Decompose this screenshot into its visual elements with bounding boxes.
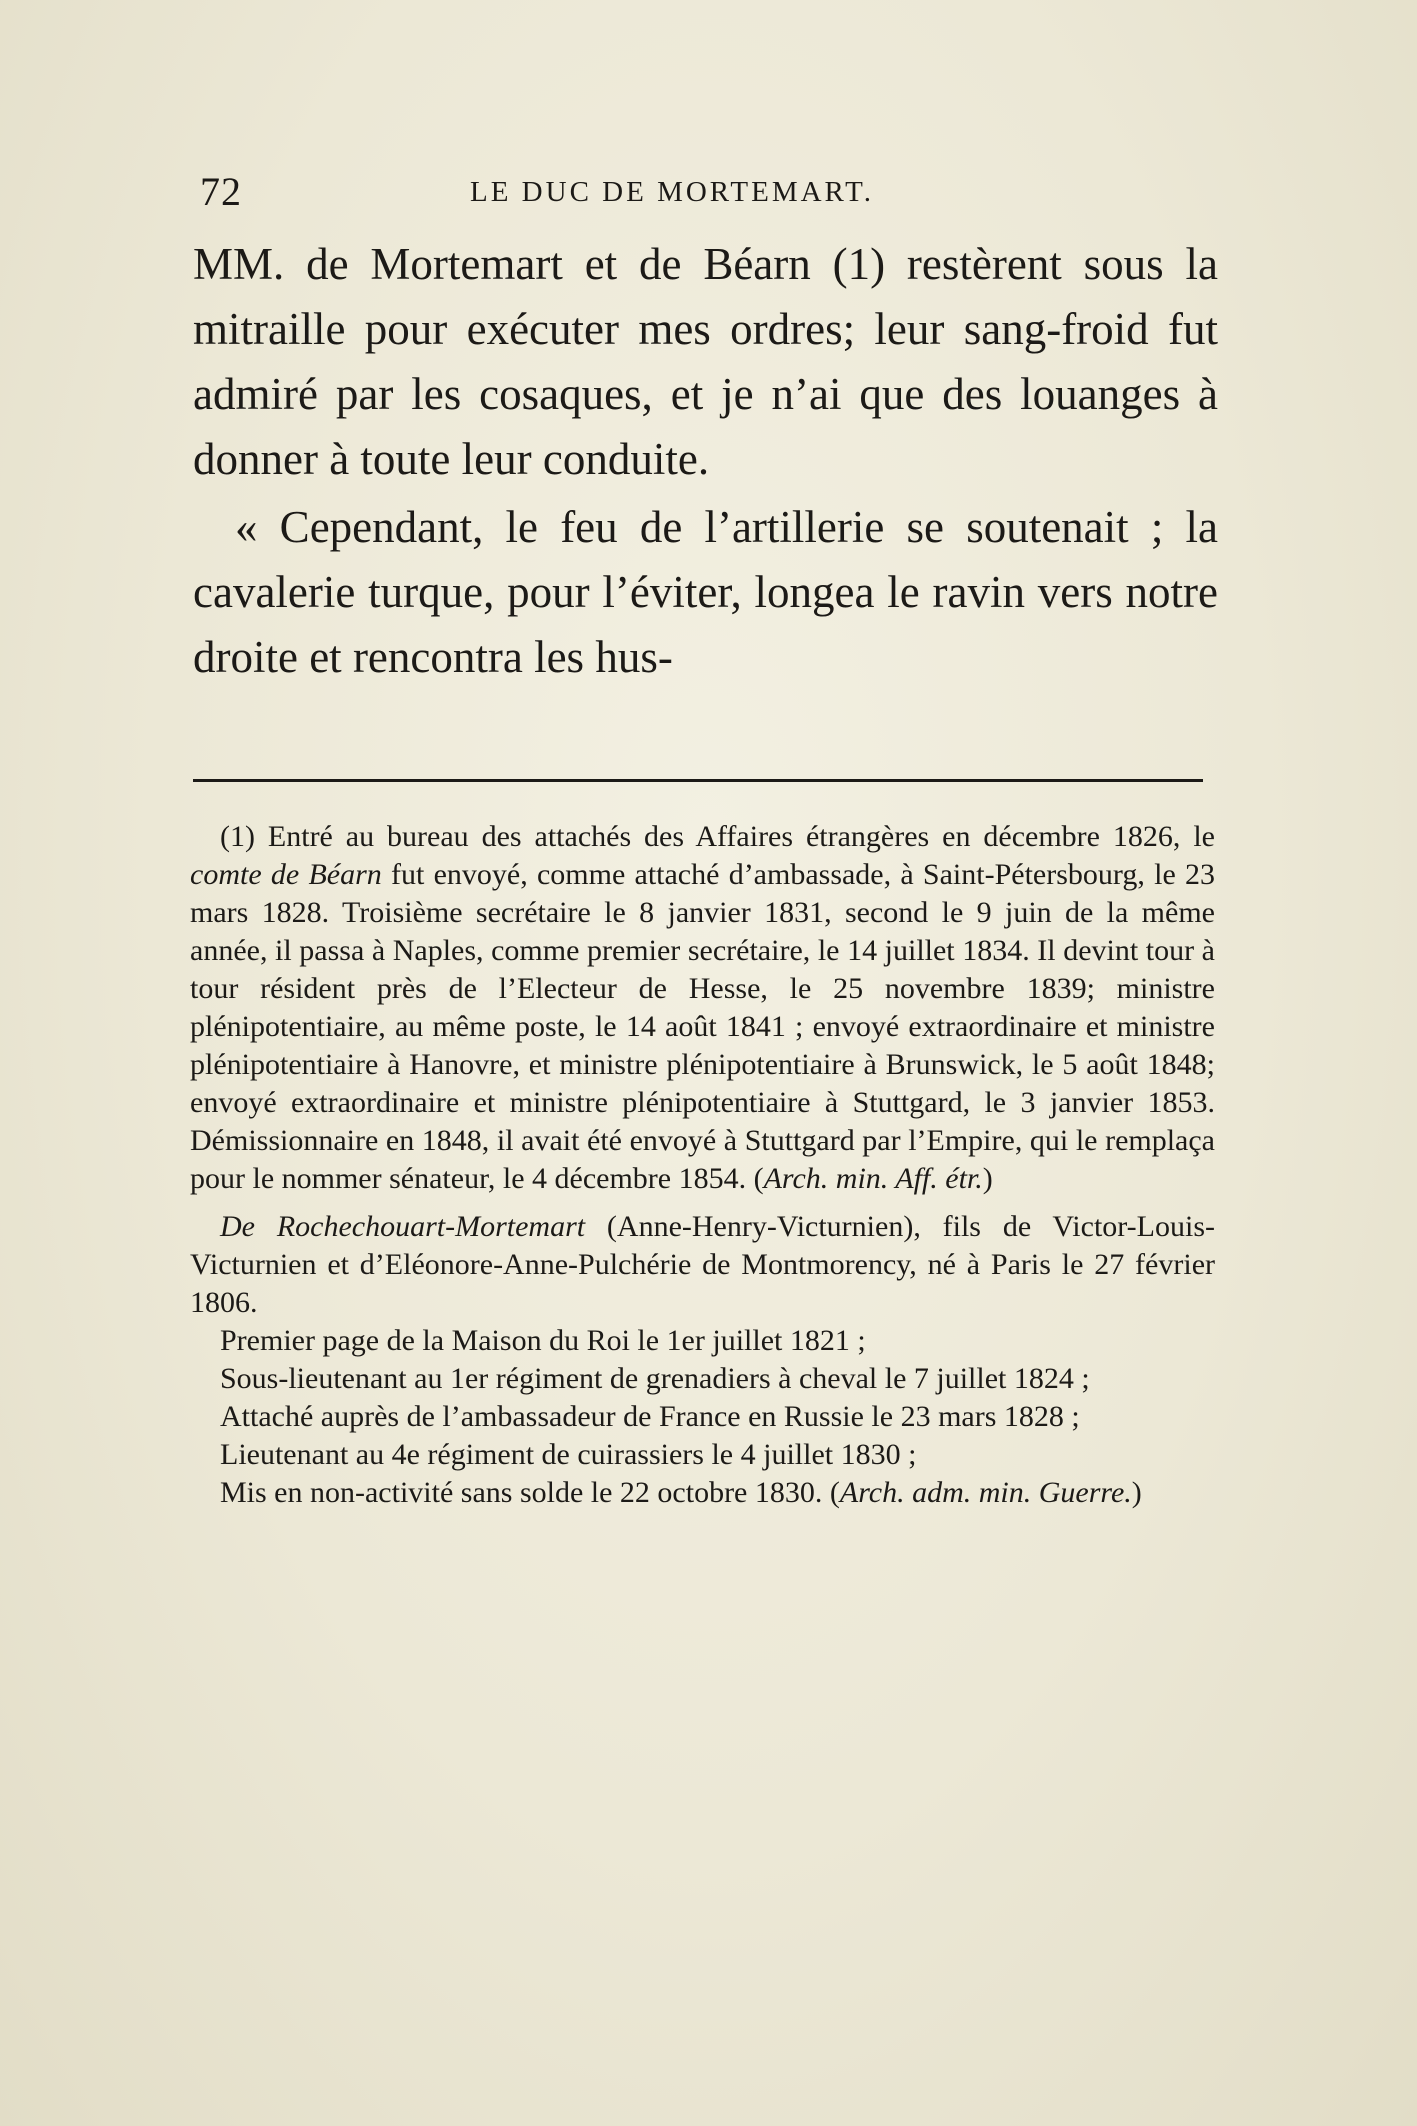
footnote-comte: comte de Béarn <box>190 858 382 891</box>
main-text <box>193 232 1218 690</box>
page-number: 72 <box>200 169 242 214</box>
bio-entry-5-text: Mis en non-activité sans solde le 22 octobre 1830. ( <box>220 1476 840 1509</box>
footnote-source: Arch. min. Aff. étr. <box>763 1162 983 1195</box>
bio-entry-5-close: ) <box>1131 1476 1142 1509</box>
bio-entry-4: Lieutenant au 4e régiment de cuirassiers le 4 juillet 1830 ; <box>220 1438 917 1471</box>
bio-heading <box>190 1208 1215 1322</box>
footnote-body: fut envoyé, comme attaché d’ambassade, à Saint-Pétersbourg, le 23 mars 1828. Troisième secrétaire le 8 janvier 1831, second le 9 juin de la même année, il passa à Naples, comme premier secrétaire, le 14 juillet 1834. Il devint tour à tour résident près de l’Electeur de Hesse, le 25 novembre 1839; ministre plénipotentiaire, au même poste, le 14 août 1841 ; envoyé extraordinaire et ministre plénipotentiaire à Hanovre, et ministre plénipotentiaire à Brunswick, le 5 août 1848; envoyé extraordinaire et ministre plénipotentiaire à Stuttgard, le 3 janvier 1853. Démissionnaire en 1848, il avait été envoyé à Stuttgard par l’Empire, qui le remplaça pour le nommer sénateur, le 4 décembre 1854. ( <box>190 858 1216 1195</box>
footnote-close: ) <box>982 1162 993 1195</box>
bio-entry-5 <box>190 1474 1215 1512</box>
bio-entry-1: Premier page de la Maison du Roi le 1er juillet 1821 ; <box>220 1324 866 1357</box>
footnote-1 <box>190 818 1215 1198</box>
footnote-rule <box>193 779 1203 782</box>
bio-entry-3: Attaché auprès de l’ambassadeur de France en Russie le 23 mars 1828 ; <box>220 1400 1080 1433</box>
bio-entry-2: Sous-lieutenant au 1er régiment de grenadiers à cheval le 7 juillet 1824 ; <box>220 1362 1090 1395</box>
main-paragraph-2: « Cependant, le feu de l’artillerie se soutenait ; la cavalerie turque, pour l’éviter, longea le ravin vers notre droite et rencontra les hus- <box>193 502 1218 682</box>
footnotes <box>190 818 1215 1512</box>
bio-entry-5-source: Arch. adm. min. Guerre. <box>839 1476 1132 1509</box>
bio-description: (Anne-Henry-Victurnien), fils de Victor-Louis-Victurnien et d’Eléonore-Anne-Pulchérie de Montmorency, né à Paris le 27 février 1806. <box>190 1210 1215 1319</box>
running-title: LE DUC DE MORTEMART. <box>470 176 874 208</box>
bio-name: De Rochechouart-Mortemart <box>220 1210 586 1243</box>
page-header <box>200 168 1206 218</box>
main-paragraph-1: MM. de Mortemart et de Béarn (1) restèrent sous la mitraille pour exécuter mes ordres; leur sang-froid fut admiré par les cosaques, et je n’ai que des louanges à donner à toute leur conduite. <box>193 239 1218 484</box>
footnote-intro: (1) Entré au bureau des attachés des Affaires étrangères en décembre 1826, le <box>220 820 1215 853</box>
